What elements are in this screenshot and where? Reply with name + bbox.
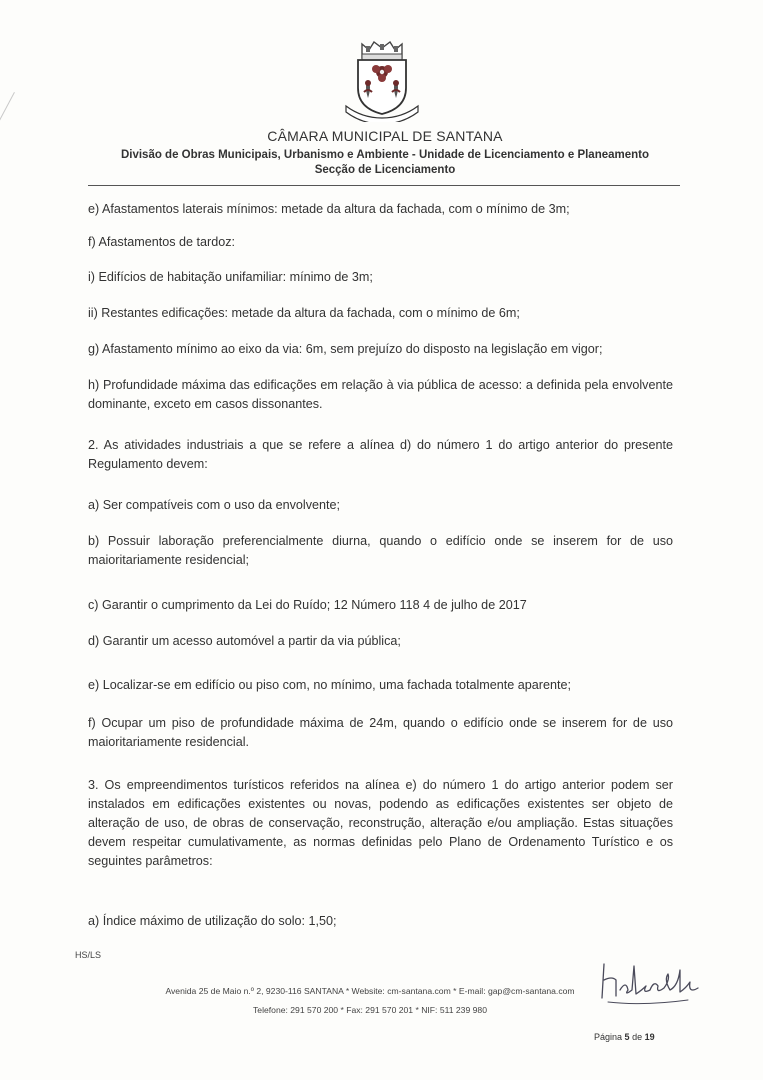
header-divider [88, 185, 680, 186]
page-footer [110, 982, 630, 1020]
paragraph: e) Localizar-se em edifício ou piso com, no mínimo, uma fachada totalmente aparente; [88, 678, 572, 692]
scan-artifact-line [0, 92, 15, 207]
paragraph: 3. Os empreendimentos turísticos referidos na alínea e) do número 1 do artigo anterior podem ser instalados em edificações existentes ou novas, podendo as edificações existentes ser objeto de alteração de uso, de obras de conservação, reconstrução, alteração e/ou ampliação. Estas situações devem respeitar cumulativamente, as normas definidas pelo Plano de Ordenamento Turístico e os seguintes parâmetros: [88, 778, 673, 868]
letterhead [60, 128, 710, 176]
municipal-crest-logo [338, 36, 426, 122]
division-name: Divisão de Obras Municipais, Urbanismo e Ambiente - Unidade de Licenciamento e Planeamento [120, 149, 650, 161]
document-reference: HS/LS [75, 950, 102, 960]
paragraph: a) Índice máximo de utilização do solo: 1,50; [88, 914, 337, 928]
footer-address: Avenida 25 de Maio n.º 2, 9230-116 SANTANA * Website: cm-santana.com * E-mail: gap@cm-santana.com [165, 986, 575, 996]
paragraph: a) Ser compatíveis com o uso da envolvente; [88, 498, 341, 512]
paragraph: ii) Restantes edificações: metade da altura da fachada, com o mínimo de 6m; [88, 306, 520, 320]
section-name: Secção de Licenciamento [314, 164, 456, 176]
page-label: Página [594, 1032, 623, 1042]
page-current: 5 [624, 1032, 630, 1042]
paragraph: 2. As atividades industriais a que se refere a alínea d) do número 1 do artigo anterior do presente Regulamento devem: [88, 438, 673, 471]
page-number [594, 1032, 655, 1042]
paragraph: f) Afastamentos de tardoz: [88, 235, 236, 249]
paragraph: f) Ocupar um piso de profundidade máxima de 24m, quando o edifício onde se inserem for de uso maioritariamente residencial. [88, 716, 673, 749]
paragraph: g) Afastamento mínimo ao eixo da via: 6m, sem prejuízo do disposto na legislação em vigor; [88, 342, 603, 356]
footer-contacts: Telefone: 291 570 200 * Fax: 291 570 201 * NIF: 511 239 980 [253, 1005, 487, 1015]
page-of: de [632, 1032, 643, 1042]
paragraph: d) Garantir um acesso automóvel a partir da via pública; [88, 634, 401, 648]
paragraph: e) Afastamentos laterais mínimos: metade da altura da fachada, com o mínimo de 3m; [88, 202, 570, 216]
paragraph: h) Profundidade máxima das edificações em relação à via pública de acesso: a definida pela envolvente dominante, exceto em casos dissonantes. [88, 378, 673, 411]
institution-title: CÂMARA MUNICIPAL DE SANTANA [267, 128, 503, 144]
page-total: 19 [644, 1032, 655, 1042]
paragraph: i) Edifícios de habitação unifamiliar: mínimo de 3m; [88, 270, 373, 284]
paragraph: b) Possuir laboração preferencialmente diurna, quando o edifício onde se inserem for de uso maioritariamente residencial; [88, 534, 673, 567]
paragraph: c) Garantir o cumprimento da Lei do Ruído; 12 Número 118 4 de julho de 2017 [88, 598, 527, 612]
